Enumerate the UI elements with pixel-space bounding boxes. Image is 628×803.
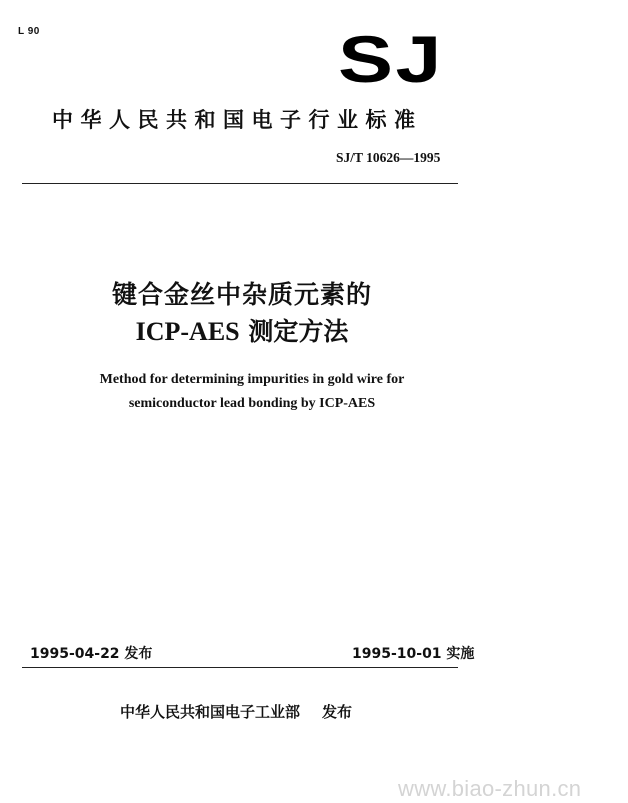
- top-divider: [22, 183, 458, 184]
- ccs-code: L 90: [18, 26, 40, 37]
- organization-title: 中华人民共和国电子行业标准: [52, 108, 423, 132]
- chinese-title-line-2: [24, 312, 460, 348]
- chinese-title-line-1: 键合金丝中杂质元素的: [111, 280, 372, 309]
- chinese-title-suffix: 测定方法: [239, 317, 349, 346]
- watermark: www.biao-zhun.cn: [398, 776, 582, 801]
- standard-number: SJ/T 10626—1995: [336, 150, 441, 165]
- publisher-action: 发布: [322, 703, 353, 721]
- publisher-name: 中华人民共和国电子工业部: [120, 703, 301, 721]
- sj-logo: SJ: [338, 22, 444, 96]
- chinese-title-latin: ICP-AES: [135, 317, 240, 346]
- english-title-line-2: semiconductor lead bonding by ICP-AES: [128, 396, 376, 411]
- implementation-date: 1995-10-01 实施: [352, 646, 475, 662]
- bottom-divider: [22, 667, 458, 668]
- publisher-line: [120, 701, 352, 722]
- english-title-line-1: Method for determining impurities in gold wire for: [99, 372, 405, 387]
- issue-date: 1995-04-22 发布: [30, 646, 153, 662]
